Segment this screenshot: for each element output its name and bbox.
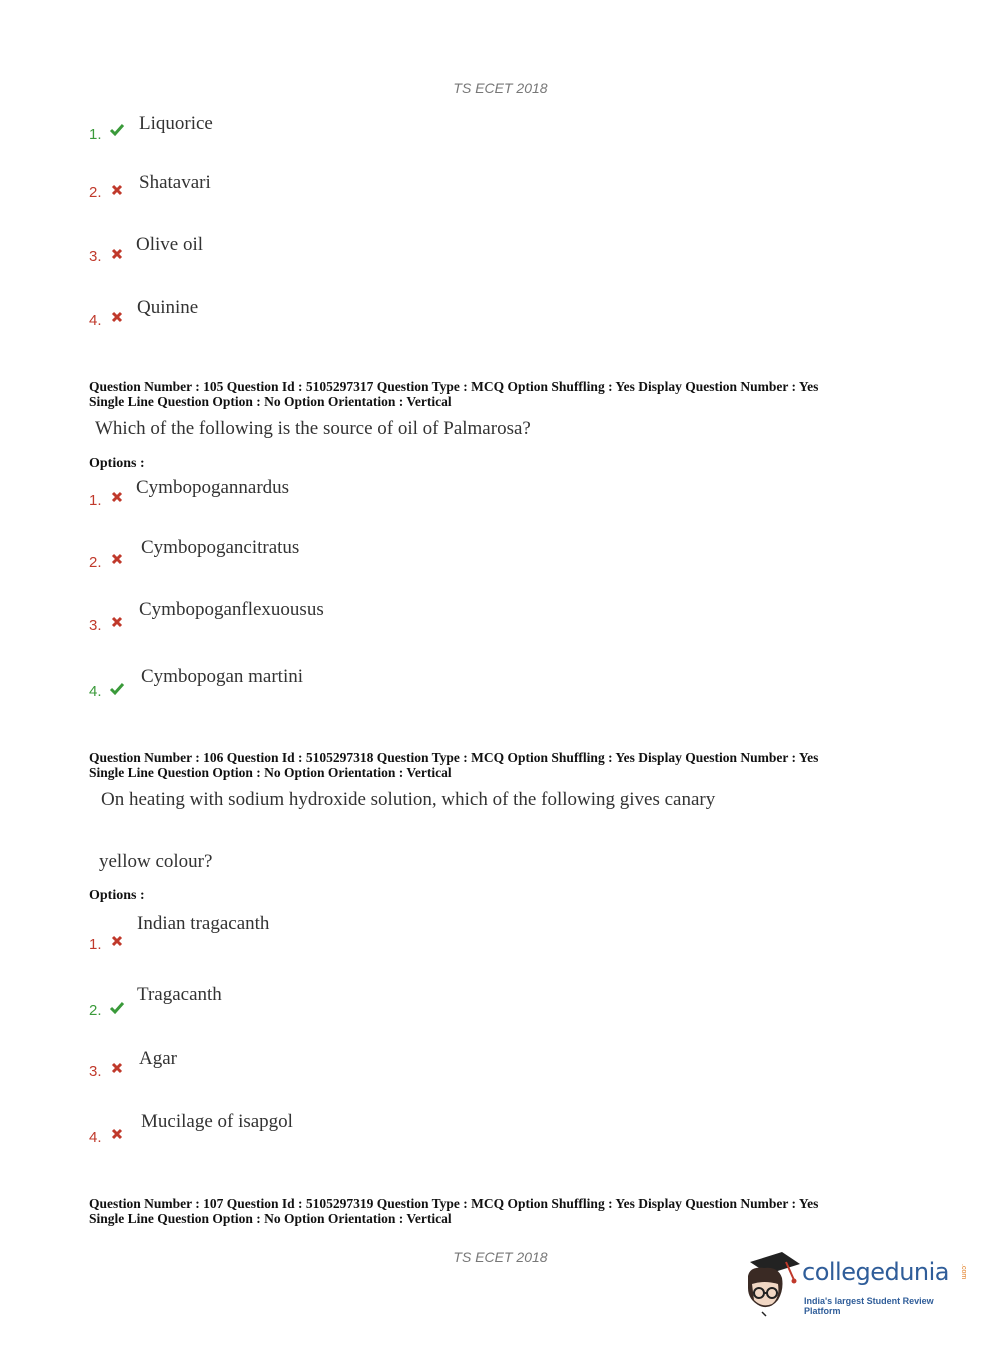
option-4 <box>89 1111 589 1165</box>
option-4 <box>89 297 589 345</box>
option-text: Tragacanth <box>137 984 222 1005</box>
cross-icon <box>109 182 125 198</box>
option-text: Liquorice <box>139 113 213 134</box>
page-footer: TS ECET 2018 <box>453 1249 548 1265</box>
option-number: 1. <box>89 492 102 509</box>
question-meta: Single Line Question Option : No Option Orientation : Vertical <box>89 1211 452 1226</box>
option-4 <box>89 666 589 720</box>
option-number: 2. <box>89 1002 102 1019</box>
question-meta: Single Line Question Option : No Option Orientation : Vertical <box>89 394 452 409</box>
option-text: Mucilage of isapgol <box>141 1111 293 1132</box>
option-number: 4. <box>89 1129 102 1146</box>
check-icon <box>109 681 125 697</box>
option-1 <box>89 913 589 972</box>
option-2 <box>89 172 589 218</box>
question-text: On heating with sodium hydroxide solution, which of the following gives canary <box>101 789 716 810</box>
option-text: Cymbopoganflexuousus <box>139 599 324 620</box>
cross-icon <box>109 614 125 630</box>
option-1 <box>89 113 589 158</box>
option-number: 4. <box>89 312 102 329</box>
option-number: 3. <box>89 1063 102 1080</box>
option-text: Olive oil <box>136 234 204 255</box>
question-meta: Question Number : 106 Question Id : 5105297318 Question Type : MCQ Option Shuffling : Yes Display Question Number : Yes <box>89 750 819 765</box>
question-text: yellow colour? <box>99 851 213 872</box>
option-number: 4. <box>89 683 102 700</box>
cross-icon <box>109 489 125 505</box>
question-meta: Question Number : 107 Question Id : 5105297319 Question Type : MCQ Option Shuffling : Yes Display Question Number : Yes <box>89 1196 819 1211</box>
option-text: Cymbopogan martini <box>141 666 304 687</box>
mascot-icon <box>742 1250 800 1320</box>
option-number: 1. <box>89 126 102 143</box>
question-text: Which of the following is the source of oil of Palmarosa? <box>95 418 531 439</box>
option-number: 3. <box>89 248 102 265</box>
logo-dotcom: .com <box>960 1264 967 1280</box>
question-meta: Question Number : 105 Question Id : 5105297317 Question Type : MCQ Option Shuffling : Yes Display Question Number : Yes <box>89 379 819 394</box>
cross-icon <box>109 1060 125 1076</box>
cross-icon <box>109 309 125 325</box>
question-meta: Single Line Question Option : No Option Orientation : Vertical <box>89 765 452 780</box>
option-text: Agar <box>139 1048 177 1069</box>
check-icon <box>109 1000 125 1016</box>
option-2 <box>89 984 589 1039</box>
option-3 <box>89 234 589 282</box>
option-3 <box>89 1048 589 1099</box>
option-2 <box>89 537 589 588</box>
cross-icon <box>109 246 125 262</box>
logo-tagline: India's largest Student Review Platform <box>804 1296 934 1316</box>
option-text: Quinine <box>137 297 199 318</box>
cross-icon <box>109 1126 125 1142</box>
options-label: Options : <box>89 888 145 903</box>
option-text: Cymbopogannardus <box>136 477 290 498</box>
option-3 <box>89 599 589 652</box>
cross-icon <box>109 933 125 949</box>
option-text: Cymbopogancitratus <box>141 537 300 558</box>
option-number: 2. <box>89 554 102 571</box>
collegedunia-logo <box>742 1250 972 1320</box>
option-number: 3. <box>89 617 102 634</box>
option-text: Shatavari <box>139 172 211 193</box>
option-number: 1. <box>89 936 102 953</box>
page-header: TS ECET 2018 <box>453 80 548 96</box>
logo-brand-text: collegedunia <box>802 1258 950 1286</box>
check-icon <box>109 122 125 138</box>
option-text: Indian tragacanth <box>137 913 270 934</box>
cross-icon <box>109 551 125 567</box>
option-1 <box>89 477 589 526</box>
option-number: 2. <box>89 184 102 201</box>
options-label: Options : <box>89 456 145 471</box>
